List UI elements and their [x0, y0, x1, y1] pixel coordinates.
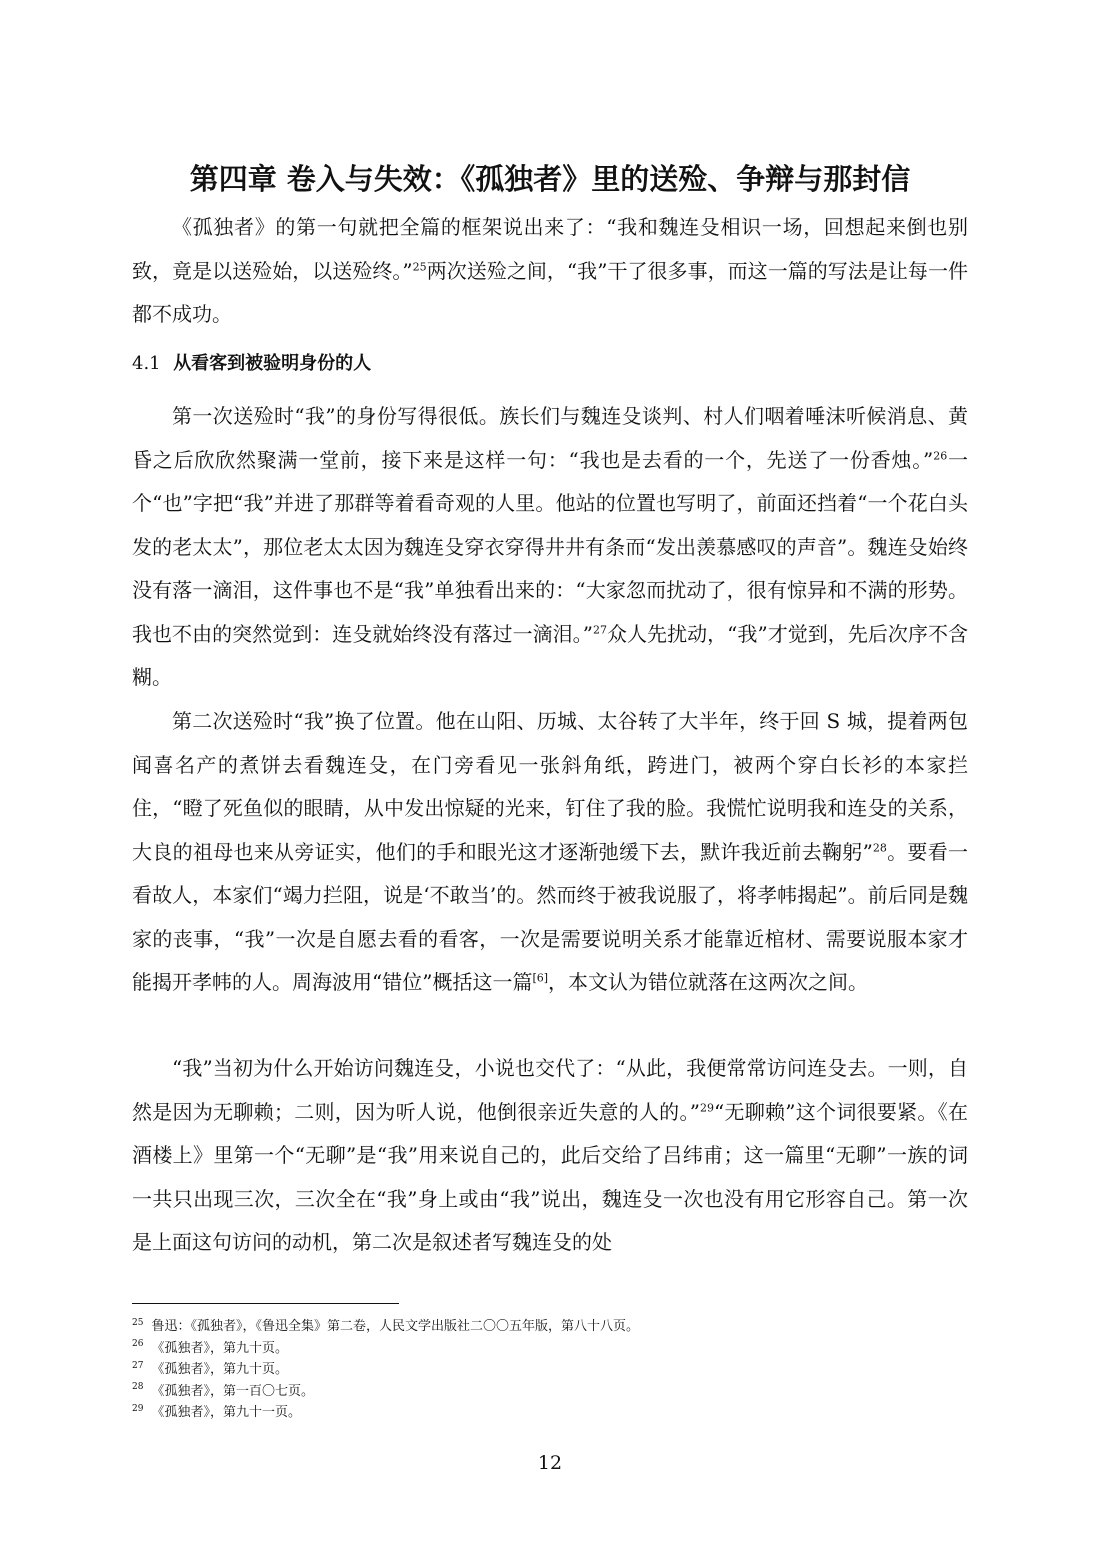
paragraph-1-text-a: 《孤独者》的第一句就把全篇的框架说出来了：“我和魏连殳相识一场，回想起来倒也别致，竟是以送殓始，以送殓终。”: [132, 215, 968, 283]
paragraph-3-text-b: 。要看一看故人，本家们“竭力拦阻，说是‘不敢当’的。然而终于被我说服了，将孝帏揭起”。前后同是魏家的丧事，“我”一次是自愿去看的看客，一次是需要说明关系才能靠近棺材、需要说服本家才能揭开孝帏的人。周海波用“错位”概括这一篇: [132, 839, 969, 994]
citation-ref-6[interactable]: [6]: [532, 971, 549, 985]
footnote-text: 《孤独者》，第九十页。: [151, 1340, 288, 1356]
footnotes: [132, 1316, 968, 1424]
paragraph-2: [132, 395, 968, 700]
paragraph-1: [132, 206, 968, 337]
paragraph-3-text-a: 第二次送殓时“我”换了位置。他在山阳、历城、太谷转了大半年，终于回 S 城，提着两包闻喜名产的煮饼去看魏连殳，在门旁看见一张斜角纸，跨进门，被两个穿白长衫的本家拦住，“瞪了死鱼似的眼睛，从中发出惊疑的光来，钉住了我的脸。我慌忙说明我和连殳的关系，大良的祖母也来从旁证实，他们的手和眼光这才逐渐弛缓下去，默许我近前去鞠躬”: [132, 709, 968, 864]
footnote-ref-25[interactable]: 25: [412, 259, 427, 273]
paragraph-2-text-b: 一个“也”字把“我”并进了那群等着看奇观的人里。他站的位置也写明了，前面还挡着“一个花白头发的老太太”，那位老太太因为魏连殳穿衣穿得井井有条而“发出羡慕感叹的声音”。魏连殳始终没有落一滴泪，这件事也不是“我”单独看出来的：“大家忽而扰动了，很有惊异和不满的形势。我也不由的突然觉到：连殳就始终没有落过一滴泪。”: [132, 447, 969, 646]
footnote-25: [132, 1316, 968, 1338]
footnote-28: [132, 1381, 968, 1403]
footnote-ref-29[interactable]: 29: [699, 1100, 714, 1114]
footnote-text: 《孤独者》，第九十一页。: [151, 1405, 301, 1420]
paragraph-3-text-c: ，本文认为错位就落在这两次之间。: [548, 970, 869, 994]
footnote-text: 《孤独者》，第九十页。: [151, 1362, 288, 1377]
paragraph-4: [132, 1047, 968, 1265]
footnote-text: 鲁迅：《孤独者》，《鲁迅全集》第二卷，人民文学出版社二〇〇五年版，第八十八页。: [151, 1319, 639, 1334]
footnote-text: 《孤独者》，第一百〇七页。: [151, 1383, 314, 1399]
footnote-ref-26[interactable]: 26: [933, 448, 948, 462]
footnote-number: 28: [132, 1382, 144, 1393]
footnote-ref-28[interactable]: 28: [872, 840, 887, 854]
paragraph-2-text-c: 众人先扰动，“我”才觉到，先后次序不含糊。: [132, 621, 968, 689]
footnote-divider: [132, 1303, 399, 1304]
footnote-number: 26: [132, 1339, 144, 1350]
paragraph-1-text-b: 两次送殓之间，“我”干了很多事，而这一篇的写法是让每一件都不成功。: [132, 258, 968, 326]
section-title: 从看客到被验明身份的人: [173, 353, 372, 374]
footnote-29: [132, 1402, 968, 1424]
paragraph-3: [132, 700, 968, 1005]
footnote-26: [132, 1338, 968, 1360]
paragraph-2-text-a: 第一次送殓时“我”的身份写得很低。族长们与魏连殳谈判、村人们咽着唾沫听候消息、黄昏之后欣欣然聚满一堂前，接下来是这样一句：“我也是去看的一个，先送了一份香烛。”: [132, 404, 968, 472]
footnote-ref-27[interactable]: 27: [592, 622, 607, 636]
footnote-number: 27: [132, 1360, 144, 1371]
section-heading-4-1: [132, 349, 968, 379]
paragraph-4-text-b: “无聊赖”这个词很要紧。《在酒楼上》里第一个“无聊”是“我”用来说自己的，此后交给了吕纬甫；这一篇里“无聊”一族的词一共只出现三次，三次全在“我”身上或由“我”说出，魏连殳一次也没有用它形容自己。第一次是上面这句访问的动机，第二次是叙述者写魏连殳的处: [132, 1099, 968, 1254]
footnote-number: 25: [132, 1317, 144, 1328]
footnote-27: [132, 1359, 968, 1381]
section-number: 4.1: [132, 353, 161, 374]
paragraph-4-text-a: “我”当初为什么开始访问魏连殳，小说也交代了：“从此，我便常常访问连殳去。一则，自然是因为无聊赖；二则，因为听人说，他倒很亲近失意的人的。”: [132, 1056, 968, 1124]
footnote-number: 29: [132, 1403, 144, 1414]
chapter-title: 第四章 卷入与失效：《孤独者》里的送殓、争辩与那封信: [189, 162, 911, 197]
page-number: 12: [537, 1452, 563, 1474]
